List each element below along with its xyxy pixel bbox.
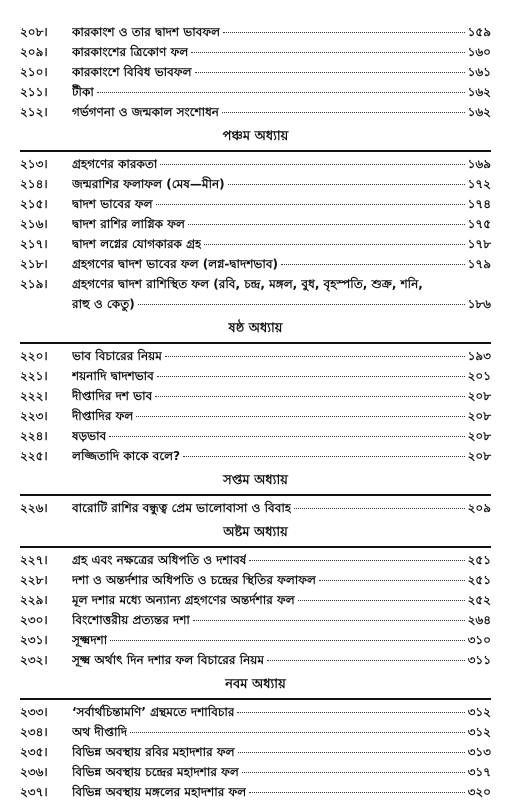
dot-leader — [223, 32, 465, 33]
entry-title: ষড়ভাব — [72, 429, 107, 443]
entry-number: ২৩০। — [20, 613, 48, 627]
entry-title: দশা ও অন্তর্দশার অধিপতি ও চন্দ্রের স্থিতির ফলাফল — [72, 573, 316, 587]
dot-leader — [249, 560, 464, 561]
entry-number: ২১০। — [20, 65, 48, 79]
entry-page: ৩১১ — [467, 653, 491, 667]
entry-title: কারকাংশের ত্রিকোণ ফল — [72, 45, 189, 59]
entry-number: ২২২। — [20, 389, 48, 403]
toc-entry-continuation — [20, 294, 491, 314]
entry-number: ২১৮। — [20, 257, 48, 271]
entry-title: বিভিন্ন অবস্থায় মঙ্গলের মহাদশার ফল — [72, 785, 247, 799]
chapter-heading: নবম অধ্যায় — [225, 677, 286, 692]
toc-entry — [20, 366, 491, 386]
dot-leader — [136, 416, 464, 417]
chapter-heading: ষষ্ঠ অধ্যায় — [228, 321, 283, 336]
entry-title: দ্বাদশ রাশির লাগ্নিক ফল — [72, 217, 185, 231]
entry-page: ৩১৭ — [467, 765, 491, 779]
dot-leader — [160, 164, 464, 165]
entry-page: ১৭৫ — [467, 217, 491, 231]
toc-entry — [20, 570, 491, 590]
entry-page: ১৬৯ — [467, 157, 491, 171]
dot-leader — [156, 204, 465, 205]
dot-leader — [110, 640, 464, 641]
entry-page: ২৫১ — [467, 553, 491, 567]
heading-rule — [20, 342, 491, 344]
toc-entry — [20, 102, 491, 122]
toc-entry — [20, 406, 491, 426]
entry-number: ২১৪। — [20, 177, 48, 191]
toc-section — [20, 126, 491, 314]
dot-leader — [193, 620, 465, 621]
toc-entry — [20, 174, 491, 194]
toc-entry — [20, 630, 491, 650]
entry-page: ৩১০ — [467, 633, 491, 647]
entry-number: ২৩৪। — [20, 725, 48, 739]
chapter-heading: সপ্তম অধ্যায় — [223, 473, 288, 488]
entry-number: ২২১। — [20, 369, 48, 383]
entry-number: ২২০। — [20, 349, 48, 363]
toc-entry — [20, 590, 491, 610]
entry-number: ২৩১। — [20, 633, 48, 647]
entry-title: দ্বাদশ লগ্নের যোগকারক গ্রহ — [72, 237, 202, 251]
entry-number: ২১১। — [20, 85, 48, 99]
dot-leader — [249, 792, 464, 793]
entry-page: ১৫৯ — [467, 25, 491, 39]
entry-number: ২১৫। — [20, 197, 48, 211]
dot-leader — [319, 580, 465, 581]
dot-leader — [97, 92, 465, 93]
dot-leader — [242, 772, 465, 773]
entry-title: সূক্ষ্ম অর্থাৎ দিন দশার ফল বিচারের নিয়ম — [72, 653, 264, 667]
dot-leader — [294, 508, 464, 509]
toc-entry — [20, 154, 491, 174]
entry-page: ২০৮ — [467, 389, 491, 403]
entry-page: ২০৮ — [467, 429, 491, 443]
heading-rule — [20, 698, 491, 700]
entry-page: ১৬০ — [467, 45, 491, 59]
entry-page: ১৬১ — [467, 65, 491, 79]
entry-title: গ্রহগণের দ্বাদশ ভাবের ফল (লগ্ন-দ্বাদশভাব) — [72, 257, 279, 271]
dot-leader — [155, 396, 464, 397]
entry-title: গ্রহগণের কারকতা — [72, 157, 158, 171]
entry-number: ২৩৬। — [20, 765, 48, 779]
entry-page: ১৬২ — [467, 105, 491, 119]
toc-entry — [20, 782, 491, 802]
entry-page: ২০৮ — [467, 449, 491, 463]
dot-leader — [238, 752, 465, 753]
entry-number: ২১৯। — [20, 277, 48, 291]
toc-entry — [20, 702, 491, 722]
entry-number: ২২৩। — [20, 409, 48, 423]
entry-number: ২১৭। — [20, 237, 48, 251]
entry-number: ২২৭। — [20, 553, 48, 567]
toc-section — [20, 318, 491, 466]
toc-entry — [20, 194, 491, 214]
entry-title: বিভিন্ন অবস্থায় চন্দ্রের মহাদশার ফল — [72, 765, 239, 779]
heading-rule — [20, 494, 491, 496]
entry-number: ২৩৫। — [20, 745, 48, 759]
entry-title: দ্বাদশ ভাবের ফল — [72, 197, 153, 211]
entry-title: বারোটি রাশির বন্ধুত্ব প্রেম ভালোবাসা ও বিবাহ — [72, 501, 292, 515]
toc-entry — [20, 722, 491, 742]
entry-number: ২১৩। — [20, 157, 48, 171]
toc-entry — [20, 610, 491, 630]
toc-entry — [20, 742, 491, 762]
entry-page: ১৭৯ — [467, 257, 491, 271]
entry-title: কারকাংশে বিবিধ ভাবফল — [72, 65, 192, 79]
entry-title: বিংশোত্তরীয় প্রত্যন্তর দশা — [72, 613, 190, 627]
entry-number: ২৩৩। — [20, 705, 48, 719]
entry-title: লজ্জিতাদি কাকে বলে? — [72, 449, 181, 463]
toc-entry — [20, 550, 491, 570]
dot-leader — [222, 112, 465, 113]
toc-entry — [20, 346, 491, 366]
entry-title: মূল দশার মধ্যে অন্যান্য গ্রহগণের অন্তর্দশার ফল — [72, 593, 295, 607]
entry-title: শয়নাদি দ্বাদশভাব — [72, 369, 154, 383]
entry-page: ৩১৩ — [467, 745, 491, 759]
entry-number: ২১৬। — [20, 217, 48, 231]
entry-number: ২২৪। — [20, 429, 48, 443]
entry-title: ‘সর্বার্থচিন্তামণি’ গ্রন্থমতে দশাবিচার — [72, 705, 235, 719]
entry-page: ১৭৮ — [467, 237, 491, 251]
entry-page: ৩১২ — [467, 725, 491, 739]
entry-title: গ্রহ এবং নক্ষত্রের অধিপতি ও দশাবর্ষ — [72, 553, 247, 567]
entry-number: ২৩২। — [20, 653, 48, 667]
entry-page: ১৬২ — [467, 85, 491, 99]
toc-entry — [20, 650, 491, 670]
entry-title: দীপ্তাদির ফল — [72, 409, 134, 423]
entry-number: ২২৮। — [20, 573, 48, 587]
toc-entry — [20, 762, 491, 782]
toc-entry — [20, 498, 491, 518]
toc-section — [20, 470, 491, 518]
entry-title: ভাব বিচারের নিয়ম — [72, 349, 162, 363]
toc-entry — [20, 42, 491, 62]
entry-title: দীপ্তাদির দশ ভাব — [72, 389, 153, 403]
entry-page: ৩২০ — [467, 785, 491, 799]
toc-entry — [20, 446, 491, 466]
entry-title: অথ দীপ্তাদি — [72, 725, 128, 739]
dot-leader — [130, 732, 464, 733]
dot-leader — [228, 184, 465, 185]
entry-page: ২০৮ — [467, 409, 491, 423]
toc-entry — [20, 254, 491, 274]
heading-rule — [20, 150, 491, 152]
entry-title: বিভিন্ন অবস্থায় রবির মহাদশার ফল — [72, 745, 235, 759]
entry-page: ২৬৪ — [467, 613, 491, 627]
toc-entry — [20, 426, 491, 446]
entry-number: ২০৮। — [20, 25, 48, 39]
entry-number: ২২৯। — [20, 593, 48, 607]
entry-page: ২৫২ — [467, 593, 491, 607]
dot-leader — [165, 356, 465, 357]
toc-entry — [20, 214, 491, 234]
entry-page: ২০১ — [467, 369, 491, 383]
dot-leader — [157, 376, 465, 377]
entry-page: ১৭৪ — [467, 197, 491, 211]
entry-number: ২১২। — [20, 105, 48, 119]
toc-section — [20, 22, 491, 122]
entry-page: ১৭২ — [467, 177, 491, 191]
chapter-heading: অষ্টম অধ্যায় — [223, 525, 288, 540]
dot-leader — [298, 600, 465, 601]
entry-title: কারকাংশ ও তার দ্বাদশ ভাবফল — [72, 25, 221, 39]
entry-title-continued: রাহু ও কেতু) — [72, 297, 135, 311]
dot-leader — [188, 224, 465, 225]
entry-title: সূক্ষ্মদশা — [72, 633, 108, 647]
chapter-heading: পঞ্চম অধ্যায় — [222, 129, 289, 144]
toc-section — [20, 522, 491, 670]
entry-title: গর্ভগণনা ও জন্মকাল সংশোধন — [72, 105, 219, 119]
heading-rule — [20, 546, 491, 548]
toc-entry — [20, 82, 491, 102]
toc-section — [20, 674, 491, 802]
entry-number: ২২৬। — [20, 501, 48, 515]
dot-leader — [138, 304, 465, 305]
entry-page: ২০৯ — [467, 501, 491, 515]
dot-leader — [195, 72, 465, 73]
entry-title: গ্রহগণের দ্বাদশ রাশিস্থিত ফল (রবি, চন্দ্র, মঙ্গল, বুধ, বৃহস্পতি, শুক্র, শনি, — [72, 277, 423, 291]
entry-number: ২২৫। — [20, 449, 48, 463]
toc-entry — [20, 22, 491, 42]
toc-entry — [20, 386, 491, 406]
entry-page: ২৫১ — [467, 573, 491, 587]
entry-page: ১৮৬ — [467, 297, 491, 311]
dot-leader — [281, 264, 465, 265]
dot-leader — [109, 436, 464, 437]
entry-title: জন্মরাশির ফলাফল (মেষ—মীন) — [72, 177, 225, 191]
dot-leader — [191, 52, 464, 53]
toc-entry — [20, 234, 491, 254]
entry-title: টীকা — [72, 85, 94, 99]
dot-leader — [267, 660, 465, 661]
entry-page: ৩১২ — [467, 705, 491, 719]
toc-entry — [20, 62, 491, 82]
entry-page: ১৯৩ — [467, 349, 491, 363]
toc-entry — [20, 274, 491, 294]
dot-leader — [204, 244, 464, 245]
dot-leader — [237, 712, 464, 713]
entry-number: ২৩৭। — [20, 785, 48, 799]
entry-number: ২০৯। — [20, 45, 48, 59]
dot-leader — [183, 456, 465, 457]
